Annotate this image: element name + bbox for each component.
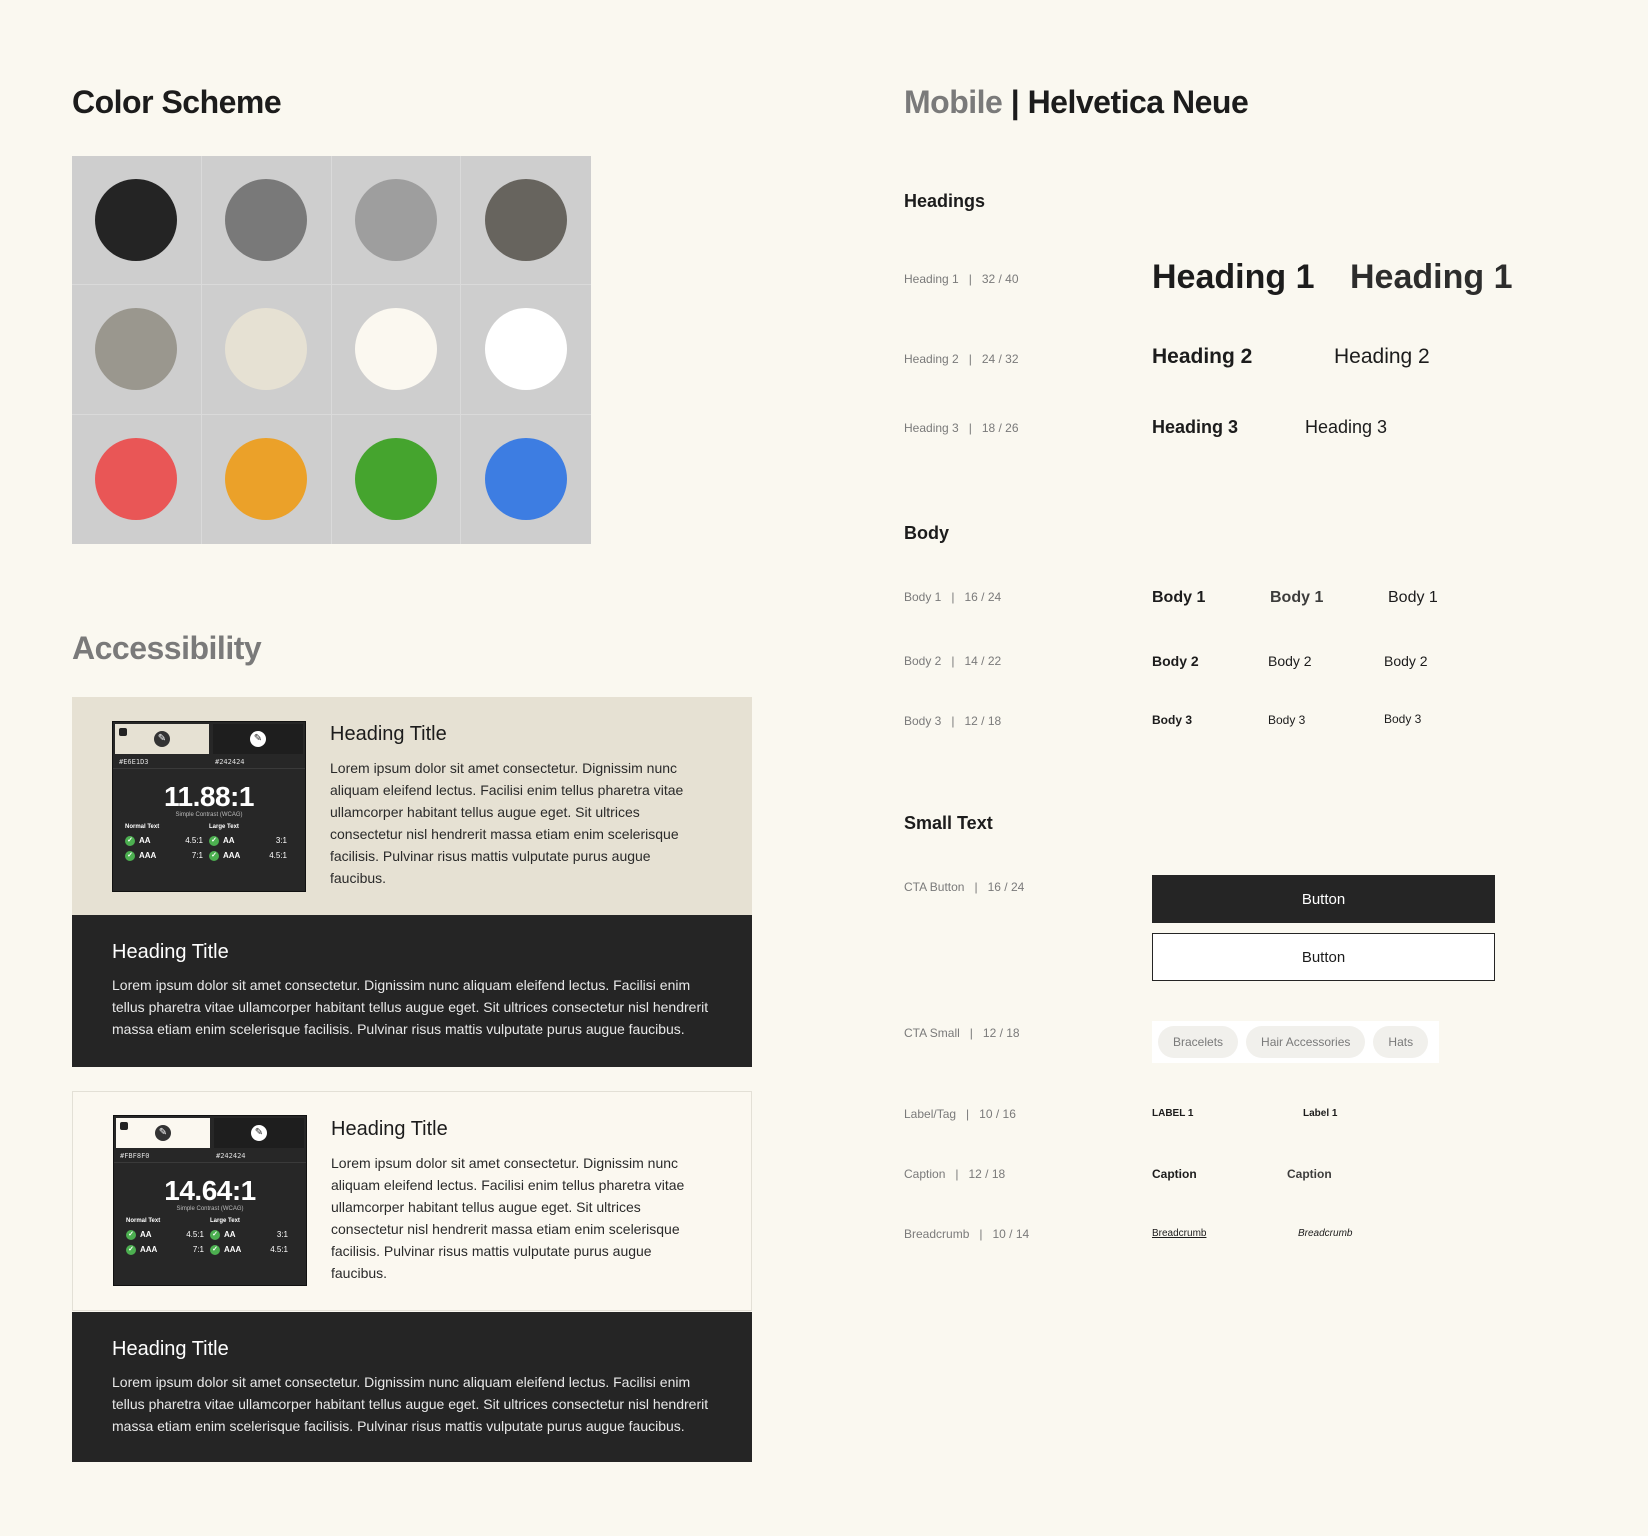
color-swatch-grid (72, 156, 591, 544)
aa-label: AA (224, 1230, 236, 1239)
aaa-label: AAA (139, 851, 157, 860)
contrast-card-cream (72, 1091, 752, 1311)
breadcrumb-underlined-sample[interactable]: Breadcrumb (1152, 1228, 1207, 1239)
contrast-ratio-label: Simple Contrast (WCAG) (176, 1206, 244, 1212)
color-swatch (95, 438, 177, 520)
title-separator: | (1002, 84, 1028, 120)
normal-text-label: Normal Text (126, 1218, 161, 1224)
heading1-medium-sample: Heading 1 (1350, 258, 1513, 296)
aa-value: 4.5:1 (185, 836, 203, 845)
color-picker-left[interactable] (115, 724, 209, 754)
typography-title (904, 84, 1248, 121)
swatch-cell (461, 285, 591, 414)
heading3-spec: Heading 3 | 18 / 26 (904, 421, 1019, 435)
heading2-regular-sample: Heading 2 (1334, 345, 1430, 368)
check-icon: ✓ (210, 1230, 220, 1240)
aaa-value: 7:1 (192, 1245, 204, 1254)
swatch-cell (332, 285, 462, 414)
headings-section-title: Headings (904, 191, 986, 211)
dark-text-card (72, 1312, 752, 1462)
swatch-cell (461, 156, 591, 285)
color-swatch (95, 179, 177, 261)
color-swatch (485, 308, 567, 390)
aaa-label: AAA (224, 1245, 242, 1254)
color-picker-right[interactable] (213, 724, 303, 754)
button-solid[interactable]: Button (1152, 875, 1495, 923)
check-icon: ✓ (126, 1230, 136, 1240)
color-swatch (355, 438, 437, 520)
swatch-cell (72, 156, 202, 285)
label-uppercase-sample: LABEL 1 (1152, 1108, 1194, 1119)
label-normal-sample: Label 1 (1303, 1108, 1338, 1119)
large-text-label: Large Text (209, 824, 239, 830)
breadcrumb-italic-sample[interactable]: Breadcrumb (1298, 1228, 1353, 1239)
contrast-ratio: 14.64:1 (164, 1175, 256, 1206)
color-swatch (355, 179, 437, 261)
accessibility-title: Accessibility (72, 630, 262, 666)
cta-small-spec: CTA Small | 12 / 18 (904, 1026, 1020, 1040)
aaa-label: AAA (223, 851, 241, 860)
swatch-cell (202, 285, 332, 414)
eyedropper-icon[interactable]: ✎ (251, 1125, 267, 1141)
card-body: Lorem ipsum dolor sit amet consectetur. Dignissim nunc aliquam eleifend lectus. Facilisi enim tellus pharetra vitae ullamcorper habitant tellus augue eget. Sit ultrices consectetur nisl hendrerit massa etiam enim scelerisque facilisis. Pulvinar risus mattis vulputate purus augue faucibus. (331, 1155, 685, 1281)
body3-medium-sample: Body 3 (1268, 713, 1306, 727)
caption-bold-sample: Caption (1152, 1167, 1197, 1181)
swatch-cell (461, 415, 591, 544)
contrast-card-light (72, 697, 752, 915)
card-heading: Heading Title (330, 723, 447, 745)
color-swatch (485, 438, 567, 520)
body2-regular-sample: Body 2 (1384, 653, 1428, 669)
breadcrumb-spec: Breadcrumb | 10 / 14 (904, 1227, 1030, 1241)
color-swatch (225, 308, 307, 390)
body1-medium-sample: Body 1 (1270, 589, 1324, 606)
swatch-cell (332, 156, 462, 285)
title-prefix: Mobile (904, 84, 1003, 120)
heading3-bold-sample: Heading 3 (1152, 417, 1239, 437)
heading1-spec: Heading 1 | 32 / 40 (904, 272, 1019, 286)
aaa-value: 4.5:1 (270, 1245, 288, 1254)
color-swatch (225, 438, 307, 520)
hex-input-left[interactable]: #FBF8F0 (114, 1150, 210, 1163)
check-icon: ✓ (125, 851, 135, 861)
contrast-checker-widget (112, 721, 306, 892)
large-text-label: Large Text (210, 1218, 240, 1224)
aa-label: AA (223, 836, 235, 845)
aa-label: AA (139, 836, 151, 845)
chip-hair-accessories[interactable]: Hair Accessories (1246, 1026, 1365, 1058)
small-text-section-title: Small Text (904, 813, 993, 833)
check-icon: ✓ (126, 1245, 136, 1255)
body1-spec: Body 1 | 16 / 24 (904, 590, 1002, 604)
body3-regular-sample: Body 3 (1384, 712, 1422, 726)
body2-medium-sample: Body 2 (1268, 653, 1312, 669)
body3-bold-sample: Body 3 (1152, 713, 1193, 727)
aaa-label: AAA (140, 1245, 158, 1254)
check-icon: ✓ (209, 836, 219, 846)
color-scheme-title: Color Scheme (72, 84, 282, 120)
card-body: Lorem ipsum dolor sit amet consectetur. Dignissim nunc aliquam eleifend lectus. Facilisi enim tellus pharetra vitae ullamcorper habitant tellus augue eget. Sit ultrices consectetur nisl hendrerit massa etiam enim scelerisque facilisis. Pulvinar risus mattis vulputate purus augue faucibus. (112, 1374, 709, 1434)
swatch-cell (332, 415, 462, 544)
aa-value: 4.5:1 (186, 1230, 204, 1239)
heading1-bold-sample: Heading 1 (1152, 258, 1315, 296)
hex-input-right[interactable]: #242424 (209, 756, 305, 769)
swatch-cell (72, 415, 202, 544)
chip-hats[interactable]: Hats (1373, 1026, 1428, 1058)
heading2-bold-sample: Heading 2 (1152, 345, 1253, 368)
eyedropper-icon[interactable]: ✎ (154, 731, 170, 747)
card-heading: Heading Title (331, 1118, 448, 1140)
cta-button-spec: CTA Button | 16 / 24 (904, 880, 1025, 894)
aa-value: 3:1 (276, 1230, 288, 1239)
chip-bracelets[interactable]: Bracelets (1158, 1026, 1238, 1058)
body2-spec: Body 2 | 14 / 22 (904, 654, 1002, 668)
swatch-cell (202, 156, 332, 285)
caption-spec: Caption | 12 / 18 (904, 1167, 1006, 1181)
hex-input-left[interactable]: #E6E1D3 (113, 756, 209, 769)
heading2-spec: Heading 2 | 24 / 32 (904, 352, 1019, 366)
card-heading: Heading Title (112, 1338, 229, 1360)
contrast-ratio: 11.88:1 (164, 781, 254, 812)
card-heading: Heading Title (112, 941, 229, 963)
body-section-title: Body (904, 523, 949, 543)
aaa-value: 7:1 (191, 851, 203, 860)
color-picker-right[interactable] (214, 1118, 304, 1148)
color-swatch (95, 308, 177, 390)
color-swatch (355, 308, 437, 390)
body3-spec: Body 3 | 12 / 18 (904, 714, 1002, 728)
swatch-cell (202, 415, 332, 544)
body1-bold-sample: Body 1 (1152, 589, 1206, 606)
card-body: Lorem ipsum dolor sit amet consectetur. Dignissim nunc aliquam eleifend lectus. Facilisi enim tellus pharetra vitae ullamcorper habitant tellus augue eget. Sit ultrices consectetur nisl hendrerit massa etiam enim scelerisque facilisis. Pulvinar risus mattis vulputate purus augue faucibus. (330, 760, 684, 886)
card-body: Lorem ipsum dolor sit amet consectetur. Dignissim nunc aliquam eleifend lectus. Facilisi enim tellus pharetra vitae ullamcorper habitant tellus augue eget. Sit ultrices consectetur nisl hendrerit massa etiam enim scelerisque facilisis. Pulvinar risus mattis vulputate purus augue faucibus. (112, 977, 709, 1037)
dark-text-card (72, 915, 752, 1067)
title-font: Helvetica Neue (1027, 84, 1249, 120)
heading3-regular-sample: Heading 3 (1305, 417, 1388, 437)
chip-group (1152, 1021, 1439, 1063)
body2-bold-sample: Body 2 (1152, 653, 1199, 669)
check-icon: ✓ (125, 836, 135, 846)
aaa-value: 4.5:1 (269, 851, 287, 860)
color-swatch (485, 179, 567, 261)
check-icon: ✓ (209, 851, 219, 861)
aa-label: AA (140, 1230, 152, 1239)
contrast-checker-widget (113, 1115, 307, 1286)
button-outline[interactable]: Button (1152, 933, 1495, 981)
color-swatch (225, 179, 307, 261)
label-tag-spec: Label/Tag | 10 / 16 (904, 1107, 1016, 1121)
check-icon: ✓ (210, 1245, 220, 1255)
hex-input-right[interactable]: #242424 (210, 1150, 306, 1163)
color-picker-left[interactable] (116, 1118, 210, 1148)
eyedropper-icon[interactable]: ✎ (250, 731, 266, 747)
caption-medium-sample: Caption (1287, 1167, 1332, 1181)
contrast-ratio-label: Simple Contrast (WCAG) (175, 812, 243, 818)
swatch-cell (72, 285, 202, 414)
body1-regular-sample: Body 1 (1388, 589, 1438, 606)
aa-value: 3:1 (275, 836, 287, 845)
normal-text-label: Normal Text (125, 824, 160, 830)
eyedropper-icon[interactable]: ✎ (155, 1125, 171, 1141)
